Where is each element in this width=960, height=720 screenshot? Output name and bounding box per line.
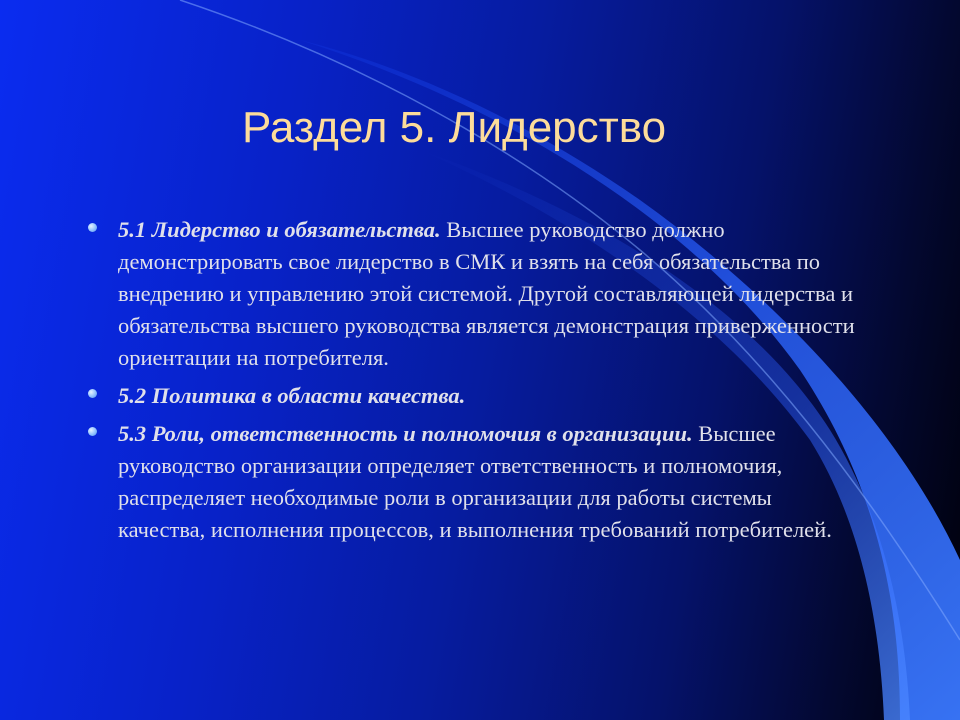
bullet-heading: 5.2 Политика в области качества. xyxy=(118,383,466,408)
list-item xyxy=(82,418,862,546)
bullet-list xyxy=(82,214,862,552)
round-bullet-icon xyxy=(88,223,97,232)
round-bullet-icon xyxy=(88,427,97,436)
bullet-heading: 5.1 Лидерство и обязательства. xyxy=(118,217,441,242)
slide-title: Раздел 5. Лидерство xyxy=(242,103,667,152)
list-item xyxy=(82,380,862,412)
bullet-heading: 5.3 Роли, ответственность и полномочия в организации. xyxy=(118,421,693,446)
round-bullet-icon xyxy=(88,389,97,398)
bullet-body: Высшее руководство организации определяет ответственность и полномочия, распределяет необходимые роли в организации для работы системы качества, исполнения процессов, и выполнения требований потребителей. xyxy=(118,421,832,542)
bullet-body: Высшее руководство должно демонстрировать свое лидерство в СМК и взять на себя обязательства по внедрению и управлению этой системой. Другой составляющей лидерства и обязательства высшего руководства является демонстрация приверженности ориентации на потребителя. xyxy=(118,217,855,370)
list-item xyxy=(82,214,862,374)
